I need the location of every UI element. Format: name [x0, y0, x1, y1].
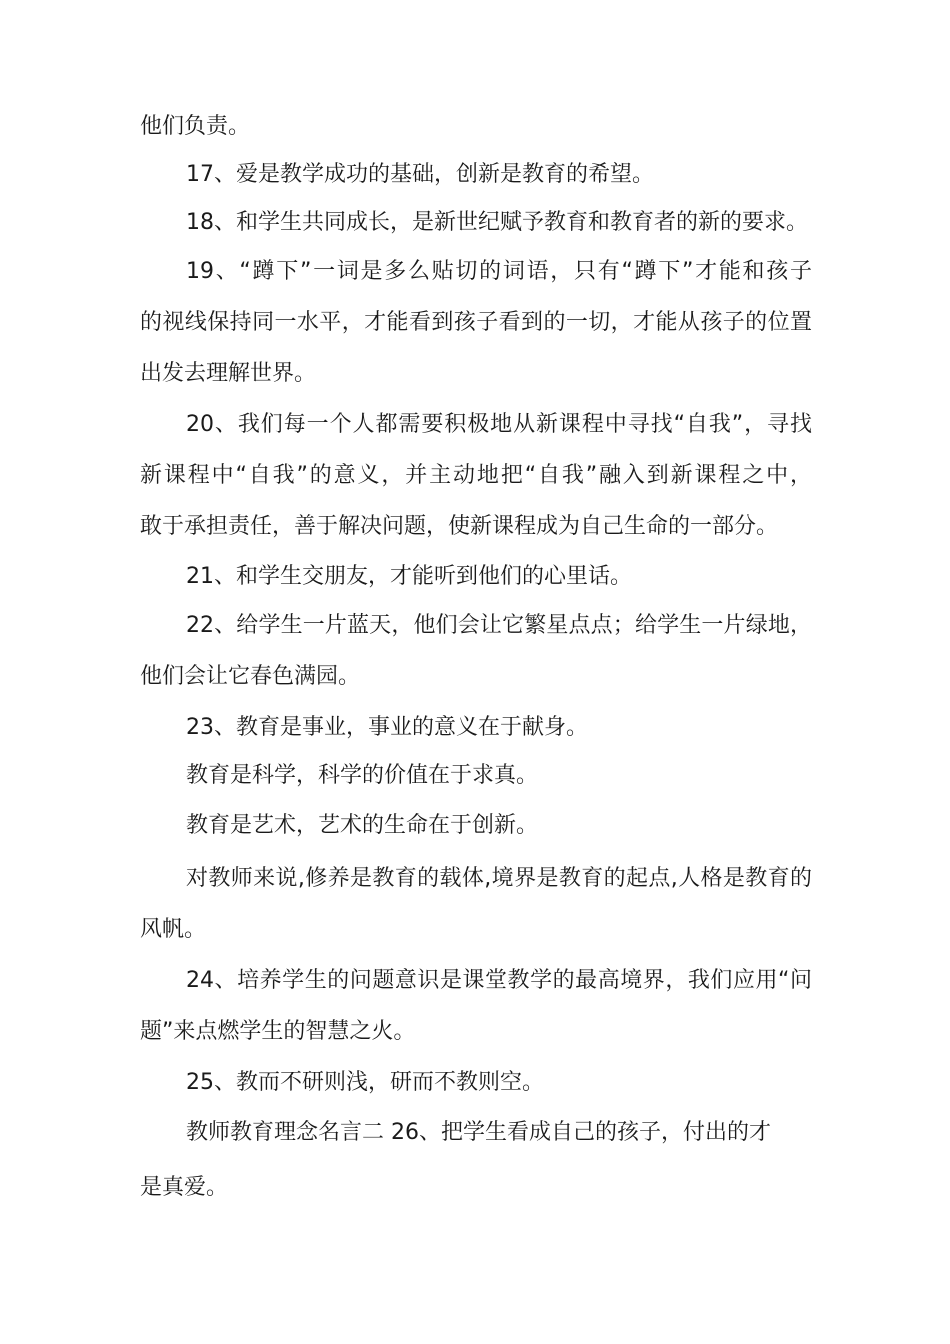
paragraph-18 — [140, 197, 812, 248]
text-line: 20、我们每一个人都需要积极地从新课程中寻找“自我”，寻找 — [186, 412, 812, 437]
paragraph-25 — [140, 1057, 812, 1108]
paragraph-22 — [140, 600, 812, 702]
text-line: 新课程中“自我”的意义，并主动地把“自我”融入到新课程之中， — [140, 463, 812, 488]
text-line: 22、给学生一片蓝天，他们会让它繁星点点；给学生一片绿地， — [186, 613, 812, 638]
paragraph-20 — [140, 399, 812, 552]
paragraph-26 — [140, 1107, 812, 1213]
text-line: 17、爱是教学成功的基础，创新是教育的希望。 — [186, 162, 654, 187]
paragraph-continuation — [140, 101, 812, 152]
text-line: 敢于承担责任，善于解决问题，使新课程成为自己生命的一部分。 — [140, 514, 779, 539]
text-line: 的视线保持同一水平，才能看到孩子看到的一切，才能从孩子的位置 — [140, 310, 812, 335]
text-line: 是真爱。 — [140, 1175, 229, 1200]
text-line: 教师教育理念名言二 26、把学生看成自己的孩子，付出的才 — [186, 1120, 771, 1145]
paragraph-19 — [140, 246, 812, 399]
paragraph-24 — [140, 955, 812, 1057]
text-line: 出发去理解世界。 — [140, 361, 317, 386]
text-line: 23、教育是事业，事业的意义在于献身。 — [186, 715, 588, 740]
text-line: 25、教而不研则浅，研而不教则空。 — [186, 1070, 544, 1095]
paragraph-23-teacher — [140, 853, 812, 955]
text-line: 对教师来说,修养是教育的载体,境界是教育的起点,人格是教育的 — [186, 866, 812, 891]
text-line: 教育是科学，科学的价值在于求真。 — [186, 763, 539, 788]
text-line: 21、和学生交朋友，才能听到他们的心里话。 — [186, 564, 632, 589]
text-line: 24、培养学生的问题意识是课堂教学的最高境界，我们应用“问 — [186, 968, 812, 993]
text-line: 18、和学生共同成长，是新世纪赋予教育和教育者的新的要求。 — [186, 210, 808, 235]
text-line: 题”来点燃学生的智慧之火。 — [140, 1019, 416, 1044]
paragraph-23-science — [140, 750, 812, 801]
paragraph-23 — [140, 702, 812, 753]
paragraph-17 — [140, 149, 812, 200]
paragraph-21 — [140, 551, 812, 602]
text-line: 风帆。 — [140, 917, 207, 942]
text-line: 19、“蹲下”一词是多么贴切的词语，只有“蹲下”才能和孩子 — [186, 259, 812, 284]
paragraph-23-art — [140, 800, 812, 851]
text-line: 他们负责。 — [140, 114, 251, 139]
text-line: 教育是艺术，艺术的生命在于创新。 — [186, 813, 539, 838]
text-line: 他们会让它春色满园。 — [140, 664, 361, 689]
